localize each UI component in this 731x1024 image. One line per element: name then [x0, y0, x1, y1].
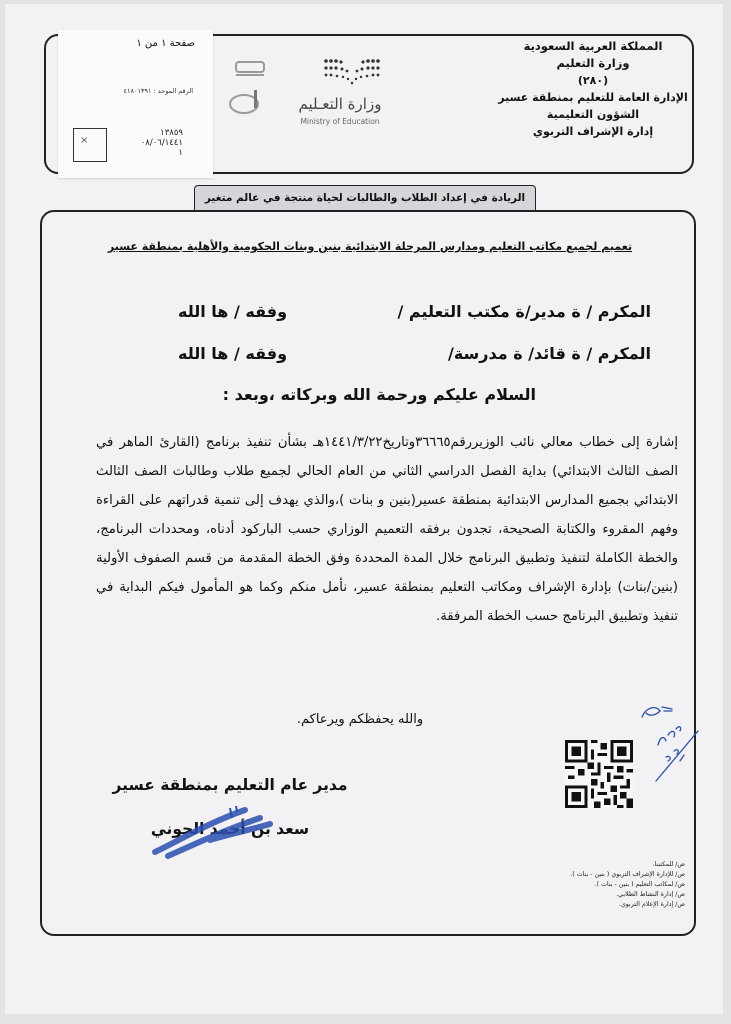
cc-list: [570, 860, 685, 910]
letter-body: [96, 428, 678, 631]
subject-line: تعميم لجميع مكاتب التعليم ومدارس المرحلة الابتدائية بنين وبنات الحكومية والأهلية بمنطقة عسير: [107, 240, 633, 253]
cc-item: ص/ إدارة الإعلام التربوي.: [618, 901, 685, 908]
addressee-2: المكرم / ة قائد/ ة مدرسة/: [447, 344, 651, 363]
ministry-header: [483, 38, 703, 140]
x-mark-icon: ×: [80, 135, 89, 146]
barcode-box: [73, 128, 107, 162]
cc-item: ص/ لمكاتب التعليم ( بنين - بنات ).: [594, 881, 685, 888]
affairs-name: الشؤون التعليمية: [546, 108, 640, 121]
ministry-name: وزارة التعليم: [556, 56, 630, 70]
logo-dots-icon: [322, 57, 382, 89]
signatory-name: سعد بن أحمد الجوني: [150, 820, 310, 838]
header-code: (٢٨٠): [577, 74, 609, 87]
kingdom-name: المملكة العربية السعودية: [523, 39, 663, 53]
logo-english-name: Ministry of Education: [300, 117, 380, 126]
reference-stamp: [58, 30, 213, 178]
body-paragraph: إشارة إلى خطاب معالي نائب الوزيررقم٣٦٦٦٥وتاريخ١٤٤١/٣/٢٢هـ بشأن تنفيذ برنامج (القارئ الماهر في الصف الثالث الابتدائي) بداية الفصل الدراسي الثاني من العام الحالي لجميع طلاب وطالبات الصف الثالث الابتدائي بجميع المدارس الابتدائية بمنطقة عسير(بنين و بنات )،والذي يهدف إلى تنمية قدراتهم على القراءة وفهم المقروء والكتابة الصحيحة، تجدون برفقه التعميم الوزاري حسب الباركود أدناه، ومحددات البرنامج، والخطة الكاملة لتنفيذ وتطبيق البرنامج خلال المدة المحددة وفق الخطة المقدمة من قسم الصفوف الأولية (بنين/بنات) بإدارة الإشراف ومكاتب التعليم بمنطقة عسير، نأمل منكم وكما هو المأمول فيكم البداية في تنفيذ وتطبيق البرنامج حسب الخطة المرفقة.: [96, 435, 678, 624]
cc-item: ص/ إدارة النشاط الطلابي.: [616, 891, 685, 898]
unified-number: الرقم الموحد : ٤١٨٠١٣٩١: [123, 87, 193, 95]
ministry-logo: [290, 55, 390, 135]
department-name: إدارة الإشراف التربوي: [532, 125, 654, 138]
motto-banner: الريادة في إعداد الطلاب والطالبات لحياة منتجة في عالم متغير: [194, 185, 536, 211]
signatory-title: مدير عام التعليم بمنطقة عسير: [112, 776, 348, 794]
addressee-1: المكرم / ة مدير/ة مكتب التعليم /: [397, 302, 651, 321]
addressee-2-wish: وفقه / ها الله: [178, 344, 288, 363]
addressee-1-wish: وفقه / ها الله: [178, 302, 288, 321]
page-count: صفحة ١ من ١: [136, 38, 195, 49]
logo-arabic-name: وزارة التعـليم: [298, 95, 382, 113]
reference-lines: [141, 128, 183, 158]
reference-date: ٠٨/٠٦/١٤٤١: [140, 138, 183, 148]
greeting: السلام عليكم ورحمة الله وبركاته ،وبعد :: [222, 385, 536, 404]
closing-line: والله يحفظكم ويرعاكم.: [296, 712, 424, 727]
handwritten-note-icon: [636, 695, 706, 785]
reference-number: ١٣٨٥٩: [160, 128, 183, 138]
signature-icon: [150, 800, 280, 860]
vision-2030-logo-icon: [220, 58, 268, 118]
cc-item: ص/ للمكتبنا.: [652, 861, 685, 868]
directorate-name: الإدارة العامة للتعليم بمنطقة عسير: [498, 91, 688, 104]
qr-code-icon: [563, 740, 635, 808]
attachments-count: ١: [178, 148, 183, 158]
cc-item: ص/ للإدارة الإشراف التربوي ( بنين - بنات ).: [570, 871, 685, 878]
